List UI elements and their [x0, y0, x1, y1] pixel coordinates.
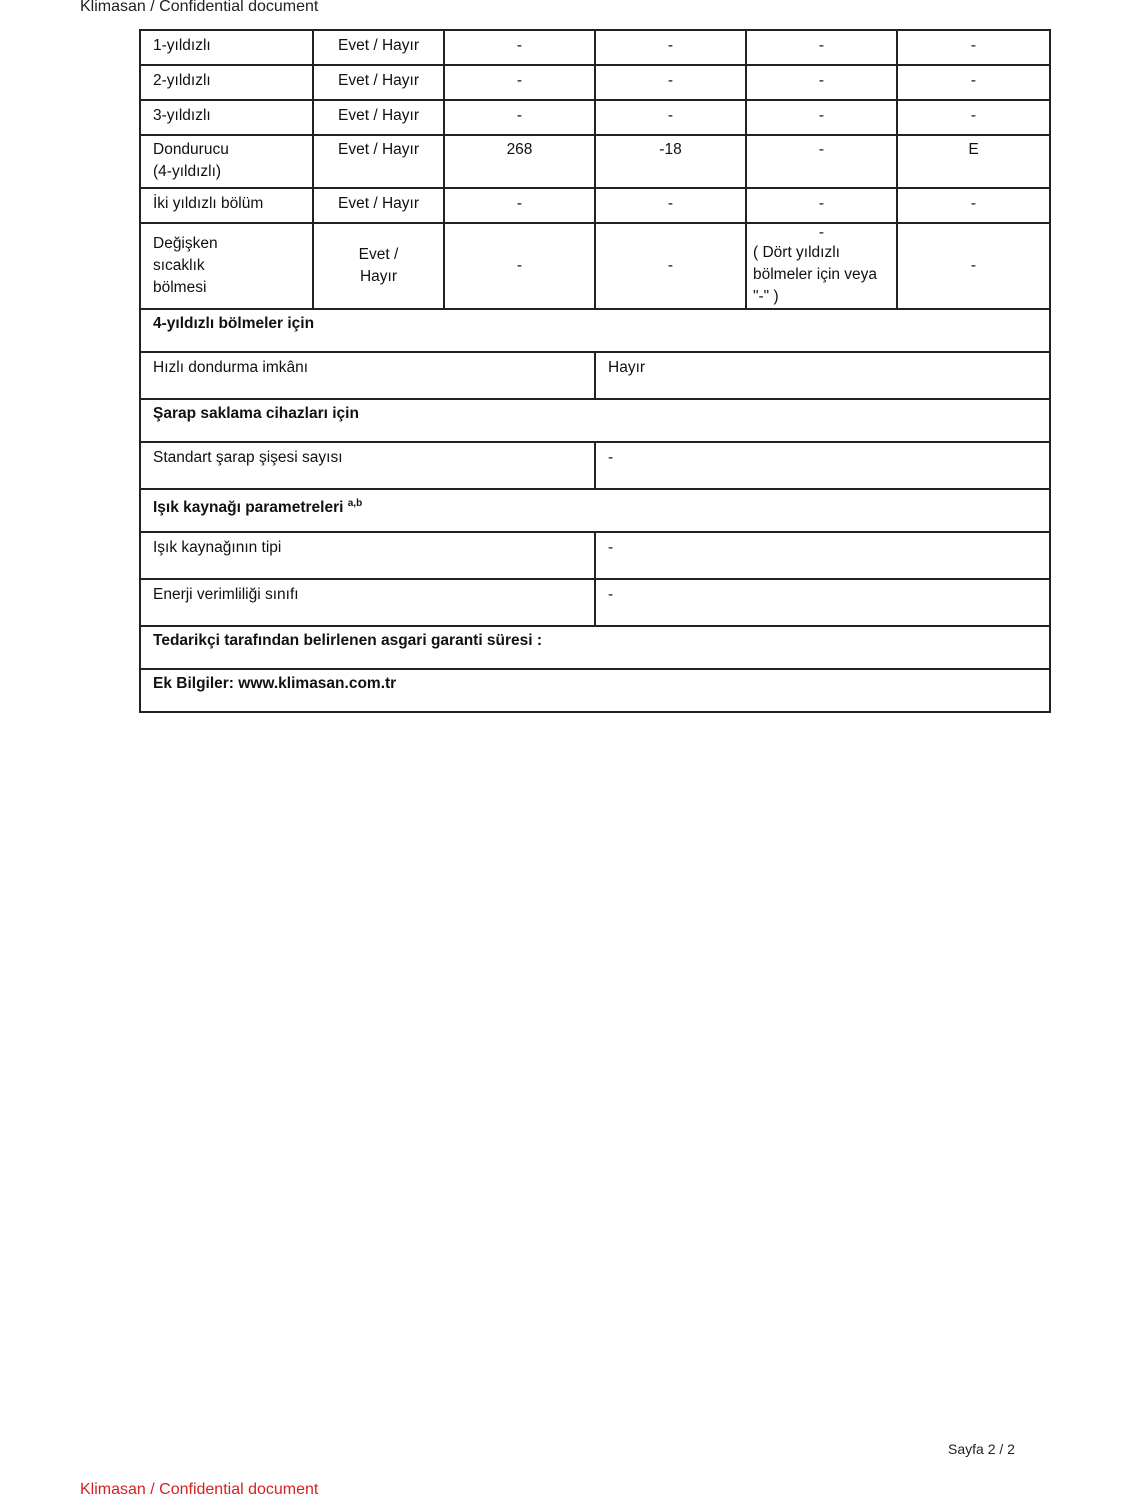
page-number: Sayfa 2 / 2 [948, 1441, 1015, 1457]
section-heading-four-star: 4-yıldızlı bölmeler için [140, 309, 1050, 352]
table-cell: - [595, 30, 746, 65]
table-cell: - [897, 223, 1050, 309]
table-cell: - [897, 188, 1050, 223]
cell-line: ( Dört yıldızlı [753, 244, 840, 261]
compartment-name: 1-yıldızlı [140, 30, 313, 65]
wine-bottle-label: Standart şarap şişesi sayısı [140, 442, 595, 489]
compartment-name-line: (4-yıldızlı) [153, 163, 222, 180]
presence-line: Evet / [358, 246, 399, 263]
compartment-name: İki yıldızlı bölüm [140, 188, 313, 223]
light-class-label: Enerji verimliliği sınıfı [140, 579, 595, 626]
compartment-presence: Evet / Hayır [313, 30, 444, 65]
compartment-name [140, 135, 313, 188]
section-row [140, 489, 1050, 532]
section-row [140, 626, 1050, 669]
table-cell: - [897, 30, 1050, 65]
table-cell: -18 [595, 135, 746, 188]
table-row [140, 135, 1050, 188]
product-info-table [139, 29, 1051, 713]
compartment-name-line: sıcaklık [153, 257, 205, 274]
table-row [140, 100, 1050, 135]
cell-line: "-" ) [753, 288, 779, 305]
table-row [140, 442, 1050, 489]
compartment-name: 3-yıldızlı [140, 100, 313, 135]
table-cell: E [897, 135, 1050, 188]
table-row [140, 188, 1050, 223]
cell-line: bölmeler için veya [753, 266, 878, 283]
table-cell: - [444, 30, 595, 65]
table-cell: - [595, 223, 746, 309]
light-type-label: Işık kaynağının tipi [140, 532, 595, 579]
table-cell: - [444, 223, 595, 309]
table-cell [746, 223, 897, 309]
table-cell: - [595, 65, 746, 100]
table-cell: - [444, 188, 595, 223]
section-row [140, 399, 1050, 442]
compartment-presence [313, 223, 444, 309]
section-heading-wine: Şarap saklama cihazları için [140, 399, 1050, 442]
compartment-presence: Evet / Hayır [313, 100, 444, 135]
section-heading-light [140, 489, 1050, 532]
table-cell: - [746, 65, 897, 100]
table-cell: - [746, 188, 897, 223]
table-cell: - [746, 100, 897, 135]
section-row [140, 309, 1050, 352]
table-row [140, 532, 1050, 579]
table-row [140, 579, 1050, 626]
table-row [140, 352, 1050, 399]
table-cell: - [595, 188, 746, 223]
document-header: Klimasan / Confidential document [80, 0, 319, 15]
table-cell: - [444, 100, 595, 135]
cell-line: - [818, 224, 825, 241]
quick-freeze-label: Hızlı dondurma imkânı [140, 352, 595, 399]
quick-freeze-value: Hayır [595, 352, 1050, 399]
section-row [140, 669, 1050, 712]
wine-bottle-value: - [595, 442, 1050, 489]
table-row [140, 65, 1050, 100]
light-type-value: - [595, 532, 1050, 579]
compartment-name [140, 223, 313, 309]
table-cell: 268 [444, 135, 595, 188]
light-heading-footnote: a,b [347, 498, 363, 509]
presence-line: Hayır [359, 268, 398, 285]
table-cell: - [746, 135, 897, 188]
table-cell: - [595, 100, 746, 135]
light-class-value: - [595, 579, 1050, 626]
table-row [140, 30, 1050, 65]
compartment-presence: Evet / Hayır [313, 65, 444, 100]
table-cell: - [444, 65, 595, 100]
compartment-name-line: Dondurucu [153, 141, 229, 158]
compartment-name: 2-yıldızlı [140, 65, 313, 100]
table-row [140, 223, 1050, 309]
compartment-presence: Evet / Hayır [313, 135, 444, 188]
compartment-presence: Evet / Hayır [313, 188, 444, 223]
light-heading-text: Işık kaynağı parametreleri [153, 499, 344, 516]
table-cell: - [897, 65, 1050, 100]
compartment-name-line: bölmesi [153, 279, 207, 296]
compartment-name-line: Değişken [153, 235, 218, 252]
warranty-label: Tedarikçi tarafından belirlenen asgari garanti süresi : [140, 626, 1050, 669]
table-cell: - [746, 30, 897, 65]
extra-info-label: Ek Bilgiler: www.klimasan.com.tr [140, 669, 1050, 712]
table-cell: - [897, 100, 1050, 135]
document-footer: Klimasan / Confidential document [80, 1481, 319, 1498]
